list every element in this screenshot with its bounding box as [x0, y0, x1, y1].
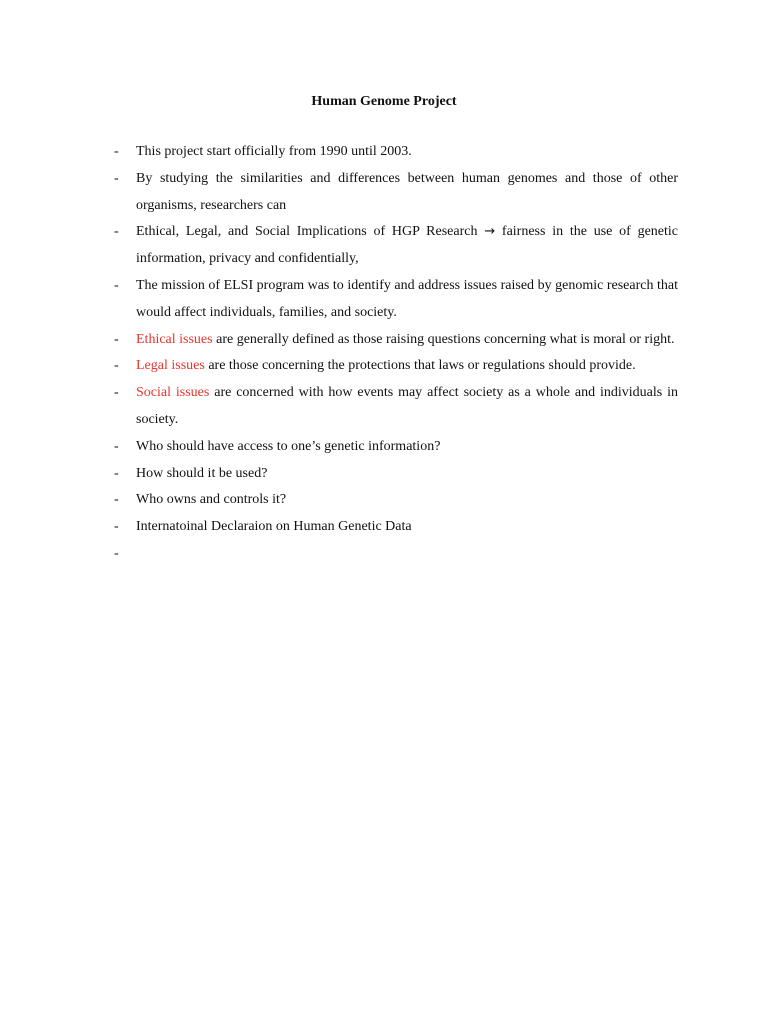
list-item [114, 380, 678, 434]
list-dash: - [114, 358, 119, 374]
definition-text: are generally defined as those raising questions concerning what is moral or right. [212, 331, 675, 347]
list-item-text: Who should have access to one’s genetic information? [136, 438, 441, 454]
list-item [114, 219, 678, 273]
list-item [114, 434, 678, 461]
list-item [114, 273, 678, 327]
list-item-text [136, 327, 678, 354]
list-item [114, 541, 678, 568]
list-dash: - [114, 224, 119, 240]
highlight-term: Ethical issues [136, 331, 213, 347]
list-item [114, 327, 678, 354]
list-item-text [136, 219, 678, 273]
list-dash: - [114, 438, 119, 454]
list-item-text: By studying the similarities and differences between human genomes and those of other organisms, researchers can [136, 170, 678, 213]
list-item-text: The mission of ELSI program was to identify and address issues raised by genomic research that would affect individuals, families, and society. [136, 277, 678, 320]
list-item [114, 139, 678, 166]
definition-text: are concerned with how events may affect society as a whole and individuals in society. [136, 385, 678, 427]
list-item [114, 461, 678, 488]
list-item-text: Who owns and controls it? [136, 492, 287, 508]
list-item [114, 353, 678, 380]
list-dash: - [114, 492, 119, 508]
list-item [114, 487, 678, 514]
list-item [114, 166, 678, 220]
fairness-text: fairness in the use of genetic information, privacy and confidentially, [136, 224, 678, 267]
list-dash: - [114, 277, 119, 293]
highlight-term: Social issues [136, 385, 210, 401]
list-item [114, 514, 678, 541]
list-dash: - [114, 170, 119, 186]
list-dash: - [114, 385, 119, 401]
list-dash: - [114, 519, 119, 535]
list-item-text: Internatoinal Declaraion on Human Genetic Data [136, 519, 412, 535]
list-dash: - [114, 545, 119, 561]
list-dash: - [114, 144, 119, 159]
list-dash: - [114, 331, 119, 347]
highlight-term: Legal issues [136, 358, 205, 374]
list-item-text: This project start officially from 1990 until 2003. [136, 144, 412, 159]
elsi-text: Ethical, Legal, and Social Implications of HGP Research [136, 224, 485, 240]
list-item-text [136, 353, 678, 380]
list-dash: - [114, 465, 119, 481]
list-item-text [136, 380, 678, 434]
arrow-right-icon: → [484, 224, 496, 240]
definition-text: are those concerning the protections that laws or regulations should provide. [204, 358, 636, 374]
bullet-list [114, 139, 678, 568]
list-item-text: How should it be used? [136, 465, 268, 481]
document-title: Human Genome Project [311, 94, 457, 109]
